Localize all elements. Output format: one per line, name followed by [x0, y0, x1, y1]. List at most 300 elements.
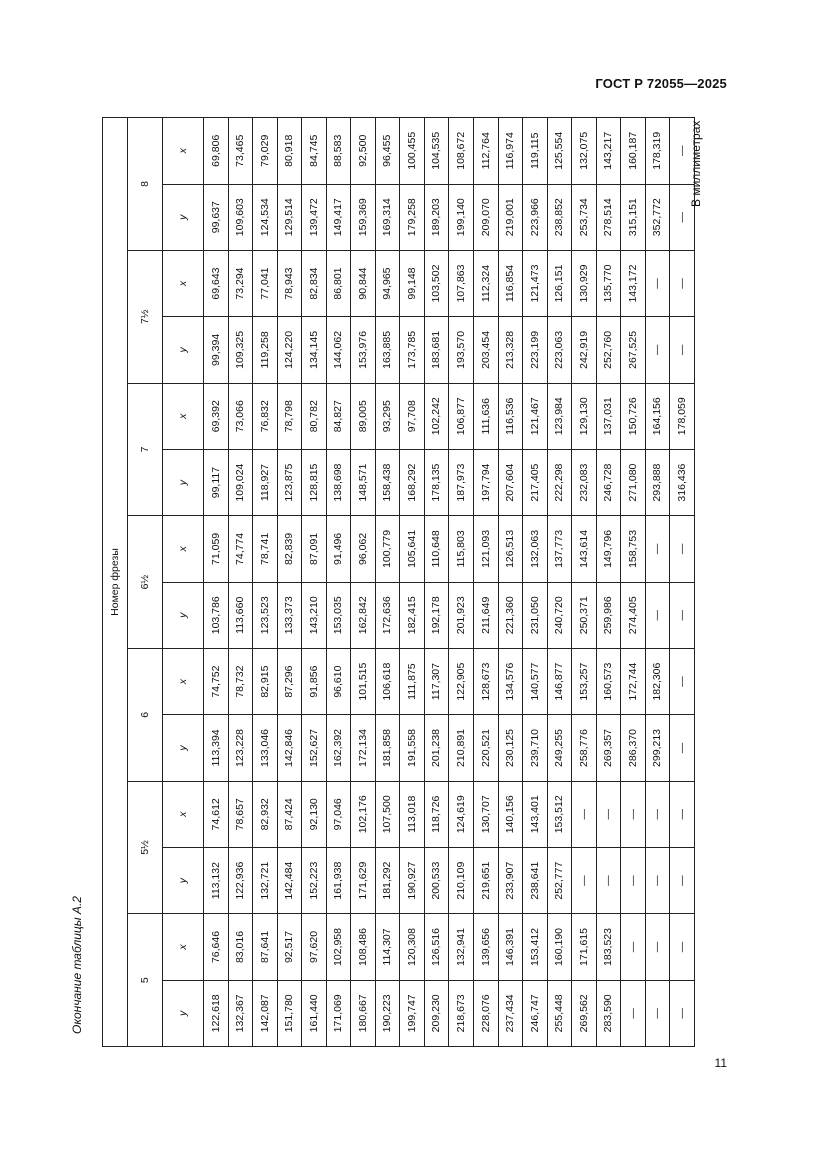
table-cell: 101,515	[351, 648, 376, 714]
table-cell: 223,199	[523, 317, 548, 383]
axis-x-header: x	[163, 383, 204, 449]
table-cell: 130,707	[474, 781, 499, 847]
table-cell: 106,618	[375, 648, 400, 714]
table-cell: 199,747	[400, 980, 425, 1046]
table-cell: —	[645, 317, 670, 383]
table-cell: 122,936	[228, 847, 253, 913]
table-cell: 92,517	[277, 914, 302, 980]
table-cell: 126,513	[498, 516, 523, 582]
table-cell: 106,877	[449, 383, 474, 449]
table-cell: —	[645, 847, 670, 913]
table-cell: 132,941	[449, 914, 474, 980]
table-row	[228, 118, 253, 1047]
table-cell: 104,535	[424, 118, 449, 185]
table-cell: 143,172	[621, 250, 646, 316]
table-cell: —	[621, 847, 646, 913]
table-cell: 73,294	[228, 250, 253, 316]
table-cell: 258,776	[572, 715, 597, 781]
table-cell: 223,966	[523, 184, 548, 250]
table-cell: 271,080	[621, 449, 646, 515]
table-cell: 180,667	[351, 980, 376, 1046]
table-cell: 142,484	[277, 847, 302, 913]
table-cell: —	[670, 118, 695, 185]
table-cell: 99,117	[204, 449, 229, 515]
table-cell: 142,846	[277, 715, 302, 781]
axis-y-header: y	[163, 184, 204, 250]
table-continuation-caption: Окончание таблицы А.2	[70, 896, 84, 1034]
table-cell: —	[645, 914, 670, 980]
table-cell: 132,075	[572, 118, 597, 185]
table-cell: 169,314	[375, 184, 400, 250]
table-cell: 228,076	[474, 980, 499, 1046]
column-header: 7	[128, 383, 163, 516]
axis-x-header: x	[163, 118, 204, 185]
table-cell: 99,394	[204, 317, 229, 383]
table-row	[474, 118, 499, 1047]
table-cell: 122,905	[449, 648, 474, 714]
table-cell: 146,877	[547, 648, 572, 714]
units-label: В миллиметрах	[689, 120, 703, 207]
table-cell: 143,210	[302, 582, 327, 648]
table-cell: 74,612	[204, 781, 229, 847]
table-cell: 178,319	[645, 118, 670, 185]
table-cell: 193,570	[449, 317, 474, 383]
table-cell: —	[596, 781, 621, 847]
table-cell: 118,726	[424, 781, 449, 847]
table-cell: 213,328	[498, 317, 523, 383]
table-cell: 253,734	[572, 184, 597, 250]
table-cell: 190,223	[375, 980, 400, 1046]
table-cell: 78,732	[228, 648, 253, 714]
table-cell: 129,514	[277, 184, 302, 250]
table-cell: 172,744	[621, 648, 646, 714]
table-cell: 152,223	[302, 847, 327, 913]
table-row	[351, 118, 376, 1047]
table-cell: 86,801	[326, 250, 351, 316]
table-cell: 286,370	[621, 715, 646, 781]
table-cell: 73,465	[228, 118, 253, 185]
table-cell: 153,257	[572, 648, 597, 714]
table-cell: —	[670, 516, 695, 582]
table-cell: 71,059	[204, 516, 229, 582]
table-cell: 108,486	[351, 914, 376, 980]
table-cell: 153,976	[351, 317, 376, 383]
table-cell: 135,770	[596, 250, 621, 316]
table-cell: 124,220	[277, 317, 302, 383]
table-cell: 78,943	[277, 250, 302, 316]
table-row	[424, 118, 449, 1047]
table-cell: 315,151	[621, 184, 646, 250]
table-cell: 123,875	[277, 449, 302, 515]
table-cell: 74,752	[204, 648, 229, 714]
table-cell: 93,295	[375, 383, 400, 449]
table-cell: 130,929	[572, 250, 597, 316]
table-cell: 107,863	[449, 250, 474, 316]
table-cell: 137,031	[596, 383, 621, 449]
table-row	[523, 118, 548, 1047]
table-cell: 140,156	[498, 781, 523, 847]
table-cell: 88,583	[326, 118, 351, 185]
table-cell: 181,292	[375, 847, 400, 913]
table-cell: 84,827	[326, 383, 351, 449]
table-cell: —	[621, 980, 646, 1046]
table-cell: 102,176	[351, 781, 376, 847]
axis-y-header: y	[163, 715, 204, 781]
table-cell: 293,888	[645, 449, 670, 515]
table-cell: 183,523	[596, 914, 621, 980]
table-cell: 153,512	[547, 781, 572, 847]
table-cell: —	[670, 184, 695, 250]
table-cell: 128,673	[474, 648, 499, 714]
table-cell: 269,562	[572, 980, 597, 1046]
axis-y-header: y	[163, 847, 204, 913]
table-cell: 233,907	[498, 847, 523, 913]
table-cell: 232,083	[572, 449, 597, 515]
table-cell: 90,844	[351, 250, 376, 316]
table-cell: 97,620	[302, 914, 327, 980]
table-cell: 102,242	[424, 383, 449, 449]
table-cell: 121,473	[523, 250, 548, 316]
table-cell: 150,726	[621, 383, 646, 449]
table-cell: 173,785	[400, 317, 425, 383]
table-cell: 134,145	[302, 317, 327, 383]
table-cell: 352,772	[645, 184, 670, 250]
table-row	[400, 118, 425, 1047]
table-cell: 158,753	[621, 516, 646, 582]
table-cell: 230,125	[498, 715, 523, 781]
table-cell: 80,918	[277, 118, 302, 185]
table-cell: 82,839	[277, 516, 302, 582]
table-cell: 76,646	[204, 914, 229, 980]
table-cell: 82,834	[302, 250, 327, 316]
table-cell: 189,203	[424, 184, 449, 250]
table-cell: 111,875	[400, 648, 425, 714]
table-cell: 120,308	[400, 914, 425, 980]
table-cell: 246,728	[596, 449, 621, 515]
table-cell: 163,885	[375, 317, 400, 383]
table-cell: 103,786	[204, 582, 229, 648]
table-cell: 161,938	[326, 847, 351, 913]
table-row	[204, 118, 229, 1047]
table-cell: 278,514	[596, 184, 621, 250]
table-cell: —	[621, 781, 646, 847]
table-row	[670, 118, 695, 1047]
table-cell: 96,455	[375, 118, 400, 185]
table-cell: 121,093	[474, 516, 499, 582]
table-cell: 168,292	[400, 449, 425, 515]
table-cell: 159,369	[351, 184, 376, 250]
table-cell: 178,059	[670, 383, 695, 449]
table-cell: 238,641	[523, 847, 548, 913]
table-cell: 116,536	[498, 383, 523, 449]
table-cell: 113,132	[204, 847, 229, 913]
table-cell: 113,018	[400, 781, 425, 847]
table-cell: 162,842	[351, 582, 376, 648]
table-cell: 190,927	[400, 847, 425, 913]
table-cell: —	[596, 847, 621, 913]
table-cell: 182,306	[645, 648, 670, 714]
table-cell: 108,672	[449, 118, 474, 185]
table-cell: 76,832	[253, 383, 278, 449]
table-cell: 199,140	[449, 184, 474, 250]
table-cell: 259,986	[596, 582, 621, 648]
table-cell: 143,217	[596, 118, 621, 185]
table-cell: —	[670, 250, 695, 316]
table-cell: 124,619	[449, 781, 474, 847]
table-cell: 126,516	[424, 914, 449, 980]
table-cell: 274,405	[621, 582, 646, 648]
table-cell: 207,604	[498, 449, 523, 515]
table-cell: 231,050	[523, 582, 548, 648]
table-cell: 201,238	[424, 715, 449, 781]
table-cell: —	[621, 914, 646, 980]
table-cell: —	[572, 847, 597, 913]
table-cell: 187,973	[449, 449, 474, 515]
table-cell: 122,618	[204, 980, 229, 1046]
table-row	[375, 118, 400, 1047]
table-cell: 123,523	[253, 582, 278, 648]
table-cell: 112,764	[474, 118, 499, 185]
table-cell: 137,773	[547, 516, 572, 582]
table-cell: 125,554	[547, 118, 572, 185]
table-cell: 172,636	[375, 582, 400, 648]
table-cell: 220,521	[474, 715, 499, 781]
axis-x-header: x	[163, 250, 204, 316]
table-cell: 161,440	[302, 980, 327, 1046]
table-cell: 191,558	[400, 715, 425, 781]
table-cell: 119,258	[253, 317, 278, 383]
table-cell: 91,856	[302, 648, 327, 714]
table-cell: 299,213	[645, 715, 670, 781]
table-cell: 172,134	[351, 715, 376, 781]
table-cell: 116,974	[498, 118, 523, 185]
table-cell: 117,307	[424, 648, 449, 714]
axis-y-header: y	[163, 449, 204, 515]
table-row	[277, 118, 302, 1047]
table-cell: 102,958	[326, 914, 351, 980]
axis-x-header: x	[163, 648, 204, 714]
table-cell: 192,178	[424, 582, 449, 648]
table-cell: —	[645, 582, 670, 648]
table-cell: 146,391	[498, 914, 523, 980]
table-row	[449, 118, 474, 1047]
table-cell: 239,710	[523, 715, 548, 781]
table-cell: 115,803	[449, 516, 474, 582]
table-cell: —	[572, 781, 597, 847]
table-cell: 182,415	[400, 582, 425, 648]
table-cell: 132,367	[228, 980, 253, 1046]
table-cell: 200,533	[424, 847, 449, 913]
table-cell: 151,780	[277, 980, 302, 1046]
table-cell: 121,467	[523, 383, 548, 449]
table-cell: 160,190	[547, 914, 572, 980]
table-cell: —	[670, 648, 695, 714]
table-cell: 223,063	[547, 317, 572, 383]
table-cell: —	[670, 980, 695, 1046]
table-cell: 242,919	[572, 317, 597, 383]
table-cell: 142,087	[253, 980, 278, 1046]
column-header: 8	[128, 118, 163, 251]
table-cell: 201,923	[449, 582, 474, 648]
table-cell: 113,394	[204, 715, 229, 781]
table-cell: 210,891	[449, 715, 474, 781]
table-cell: 112,324	[474, 250, 499, 316]
column-header: 5½	[128, 781, 163, 914]
standard-code: ГОСТ Р 72055—2025	[595, 76, 727, 91]
group-header: Номер фрезы	[103, 118, 128, 1047]
table-cell: 83,016	[228, 914, 253, 980]
table-row	[302, 118, 327, 1047]
table-row	[326, 118, 351, 1047]
table-row	[498, 118, 523, 1047]
table-cell: 87,296	[277, 648, 302, 714]
table-cell: 140,577	[523, 648, 548, 714]
table-cell: 158,438	[375, 449, 400, 515]
table-cell: 171,069	[326, 980, 351, 1046]
table-cell: 82,932	[253, 781, 278, 847]
table-cell: 179,258	[400, 184, 425, 250]
table-cell: 74,774	[228, 516, 253, 582]
axis-x-header: x	[163, 516, 204, 582]
table-cell: 69,806	[204, 118, 229, 185]
axis-y-header: y	[163, 582, 204, 648]
table-row	[621, 118, 646, 1047]
table-body	[204, 118, 695, 1047]
table-cell: —	[645, 250, 670, 316]
table-cell: 143,614	[572, 516, 597, 582]
table-cell: 181,858	[375, 715, 400, 781]
table-cell: 73,066	[228, 383, 253, 449]
table-cell: —	[670, 582, 695, 648]
table-cell: —	[670, 715, 695, 781]
table-cell: 209,070	[474, 184, 499, 250]
table-cell: 221,360	[498, 582, 523, 648]
table-cell: 103,502	[424, 250, 449, 316]
column-header: 6½	[128, 516, 163, 649]
table-cell: 171,615	[572, 914, 597, 980]
table-cell: 144,062	[326, 317, 351, 383]
table-cell: 110,648	[424, 516, 449, 582]
table-cell: 116,854	[498, 250, 523, 316]
table-cell: 97,708	[400, 383, 425, 449]
axis-y-header: y	[163, 317, 204, 383]
table-row	[596, 118, 621, 1047]
table-cell: 219,001	[498, 184, 523, 250]
table-cell: —	[670, 914, 695, 980]
table-cell: 240,720	[547, 582, 572, 648]
table-row	[547, 118, 572, 1047]
table-cell: 128,815	[302, 449, 327, 515]
table-cell: 209,230	[424, 980, 449, 1046]
table-cell: 92,130	[302, 781, 327, 847]
table-cell: 197,794	[474, 449, 499, 515]
table-cell: 123,984	[547, 383, 572, 449]
table-cell: 203,454	[474, 317, 499, 383]
table-cell: 139,472	[302, 184, 327, 250]
table-cell: 132,721	[253, 847, 278, 913]
table-cell: —	[670, 781, 695, 847]
table-cell: 96,062	[351, 516, 376, 582]
table-cell: 89,005	[351, 383, 376, 449]
table-cell: 132,063	[523, 516, 548, 582]
table-cell: 123,228	[228, 715, 253, 781]
table-cell: 78,657	[228, 781, 253, 847]
axis-header-row	[163, 118, 204, 1047]
table-cell: 237,434	[498, 980, 523, 1046]
table-cell: 97,046	[326, 781, 351, 847]
table-cell: 92,500	[351, 118, 376, 185]
table-cell: 152,627	[302, 715, 327, 781]
column-header: 5	[128, 914, 163, 1047]
table-cell: 153,035	[326, 582, 351, 648]
table-cell: 149,796	[596, 516, 621, 582]
table-cell: 84,745	[302, 118, 327, 185]
table-cell: 162,392	[326, 715, 351, 781]
table-cell: 133,373	[277, 582, 302, 648]
table-cell: 222,298	[547, 449, 572, 515]
table-cell: —	[645, 781, 670, 847]
table-cell: 94,965	[375, 250, 400, 316]
table-cell: 69,643	[204, 250, 229, 316]
table-cell: 126,151	[547, 250, 572, 316]
table-cell: 269,357	[596, 715, 621, 781]
table-cell: 96,610	[326, 648, 351, 714]
table-cell: 160,573	[596, 648, 621, 714]
table-cell: —	[670, 317, 695, 383]
table-cell: 109,325	[228, 317, 253, 383]
table-cell: 87,091	[302, 516, 327, 582]
table-cell: 139,656	[474, 914, 499, 980]
table-row	[253, 118, 278, 1047]
table-cell: 283,590	[596, 980, 621, 1046]
table-cell: 87,424	[277, 781, 302, 847]
table-cell: 78,741	[253, 516, 278, 582]
table-cell: 69,392	[204, 383, 229, 449]
table-cell: 138,698	[326, 449, 351, 515]
table-row	[645, 118, 670, 1047]
table-cell: 160,187	[621, 118, 646, 185]
column-header: 6	[128, 648, 163, 781]
table-cell: 87,641	[253, 914, 278, 980]
table-cell: 164,156	[645, 383, 670, 449]
table-cell: 114,307	[375, 914, 400, 980]
table-cell: 133,046	[253, 715, 278, 781]
table-cell: —	[645, 980, 670, 1046]
table-cell: 109,603	[228, 184, 253, 250]
table-cell: 250,371	[572, 582, 597, 648]
table-cell: 178,135	[424, 449, 449, 515]
table-cell: 107,500	[375, 781, 400, 847]
table-cell: 249,255	[547, 715, 572, 781]
table-cell: 238,852	[547, 184, 572, 250]
table-cell: 148,571	[351, 449, 376, 515]
table-cell: 91,496	[326, 516, 351, 582]
table-cell: 119,115	[523, 118, 548, 185]
table-cell: 252,777	[547, 847, 572, 913]
table-cell: 99,148	[400, 250, 425, 316]
table-cell: 183,681	[424, 317, 449, 383]
table-cell: 217,405	[523, 449, 548, 515]
axis-x-header: x	[163, 914, 204, 980]
table-cell: 316,436	[670, 449, 695, 515]
table-cell: 100,779	[375, 516, 400, 582]
table-cell: 134,576	[498, 648, 523, 714]
table-cell: 129,130	[572, 383, 597, 449]
table-cell: 252,760	[596, 317, 621, 383]
table-cell: 111,636	[474, 383, 499, 449]
table-cell: 105,641	[400, 516, 425, 582]
table-cell: 79,029	[253, 118, 278, 185]
